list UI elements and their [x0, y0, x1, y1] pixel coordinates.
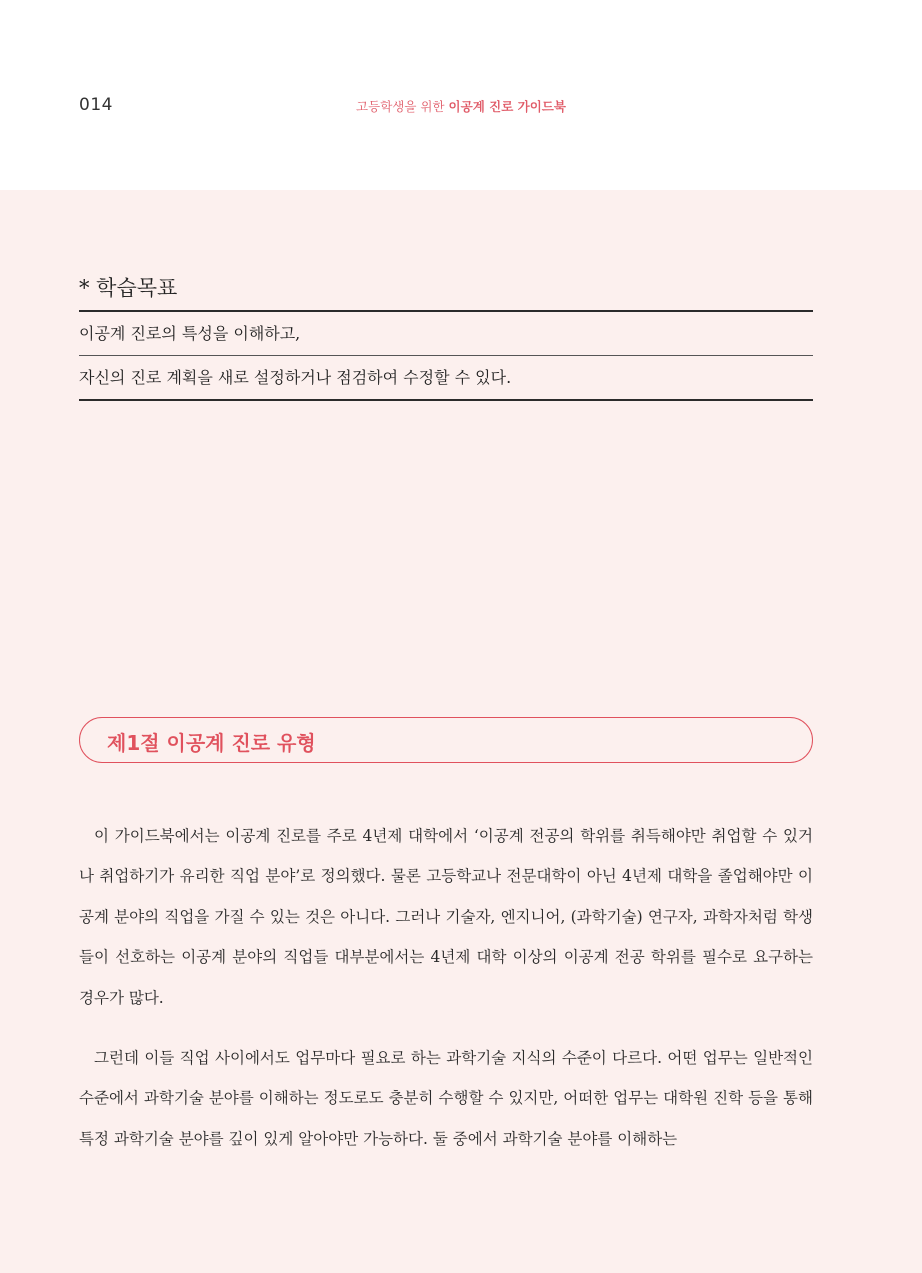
learning-objectives [79, 272, 813, 401]
section-title-box [79, 717, 813, 763]
section-title: 제1절 이공계 진로 유형 [107, 731, 316, 755]
body-paragraph-1: 이 가이드북에서는 이공계 진로를 주로 4년제 대학에서 ‘이공계 전공의 학위를 취득해야만 취업할 수 있거나 취업하기가 유리한 직업 분야’로 정의했다. 물론 고등학교나 전문대학이 아닌 4년제 대학을 졸업해야만 이공계 분야의 직업을 가질 수 있는 것은 아니다. 그러나 기술자, 엔지니어, (과학기술) 연구자, 과학자처럼 학생들이 선호하는 이공계 분야의 직업들 대부분에서는 4년제 대학 이상의 이공계 전공 학위를 필수로 요구하는 경우가 많다. [79, 827, 813, 1007]
page-number: 014 [79, 95, 113, 115]
page-content [0, 190, 922, 1273]
page-header [0, 0, 922, 190]
objective-line-1: 이공계 진로의 특성을 이해하고, [79, 312, 813, 356]
running-title-prefix: 고등학생을 위한 [356, 99, 445, 114]
running-title-emphasis: 이공계 진로 가이드북 [448, 99, 566, 114]
running-title [0, 97, 922, 115]
objectives-heading: * 학습목표 [79, 272, 813, 312]
body-text [79, 816, 813, 1159]
objective-line-2: 자신의 진로 계획을 새로 설정하거나 점검하여 수정할 수 있다. [79, 356, 813, 401]
body-paragraph-2: 그런데 이들 직업 사이에서도 업무마다 필요로 하는 과학기술 지식의 수준이 다르다. 어떤 업무는 일반적인 수준에서 과학기술 분야를 이해하는 정도로도 충분히 수행할 수 있지만, 어떠한 업무는 대학원 진학 등을 통해 특정 과학기술 분야를 깊이 있게 알아야만 가능하다. 둘 중에서 과학기술 분야를 이해하는 [79, 1049, 813, 1148]
